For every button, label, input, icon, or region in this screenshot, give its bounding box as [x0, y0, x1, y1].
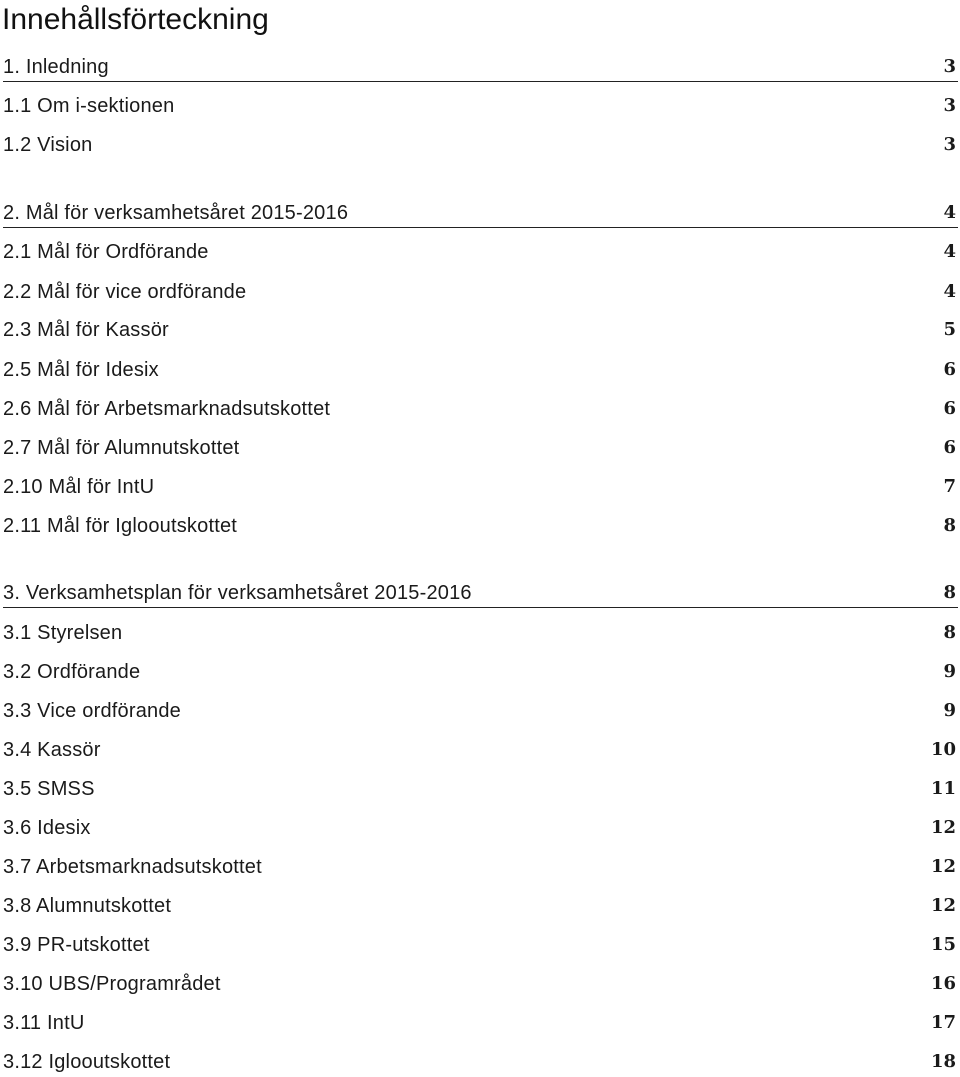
toc-page-number: 6	[943, 359, 956, 380]
toc-label: 3.9 PR-utskottet	[3, 934, 150, 956]
toc-entry[interactable]	[3, 1009, 958, 1037]
page-title: Innehållsförteckning	[2, 3, 269, 36]
toc-label: 3.3 Vice ordförande	[3, 700, 181, 722]
toc-entry[interactable]	[3, 512, 958, 540]
toc-label: 3.10 UBS/Programrådet	[3, 973, 221, 995]
toc-label: 2.2 Mål för vice ordförande	[3, 281, 247, 303]
toc-entry[interactable]	[3, 658, 958, 686]
toc-page-number: 8	[943, 515, 956, 536]
toc-label: 1.1 Om i-sektionen	[3, 95, 175, 117]
toc-entry[interactable]	[3, 736, 958, 764]
toc-section-heading[interactable]	[3, 54, 958, 82]
toc-page-number: 12	[930, 856, 956, 877]
toc-entry[interactable]	[3, 473, 958, 501]
toc-label: 3.2 Ordförande	[3, 661, 141, 683]
toc-page-number: 3	[943, 95, 956, 116]
toc-page-number: 6	[943, 437, 956, 458]
toc-page-number: 18	[930, 1051, 956, 1072]
toc-entry[interactable]	[3, 1048, 958, 1076]
toc-page-number: 10	[930, 739, 956, 760]
toc-label: 3. Verksamhetsplan för verksamhetsåret 2015-2016	[3, 582, 472, 604]
toc-entry[interactable]	[3, 697, 958, 725]
toc-entry[interactable]	[3, 931, 958, 959]
toc-entry[interactable]	[3, 619, 958, 647]
toc-label: 3.1 Styrelsen	[3, 622, 123, 644]
toc-page-number: 4	[943, 202, 956, 223]
toc-page-number: 3	[943, 56, 956, 77]
toc-label: 3.11 IntU	[3, 1012, 85, 1034]
toc-label: 2.7 Mål för Alumnutskottet	[3, 437, 240, 459]
toc-label: 2. Mål för verksamhetsåret 2015-2016	[3, 202, 349, 224]
toc-entry[interactable]	[3, 278, 958, 306]
toc-label: 1.2 Vision	[3, 134, 93, 156]
toc-page-number: 9	[943, 700, 956, 721]
toc-entry[interactable]	[3, 238, 958, 266]
toc-page-number: 12	[930, 817, 956, 838]
toc-page-number: 3	[943, 134, 956, 155]
toc-label: 2.5 Mål för Idesix	[3, 359, 159, 381]
toc-page-number: 4	[943, 281, 956, 302]
toc-label: 3.8 Alumnutskottet	[3, 895, 172, 917]
toc-page-number: 12	[930, 895, 956, 916]
toc-page-number: 11	[930, 778, 956, 799]
toc-page-number: 8	[943, 622, 956, 643]
toc-entry[interactable]	[3, 892, 958, 920]
toc-page-number: 9	[943, 661, 956, 682]
toc-label: 3.12 Iglooutskottet	[3, 1051, 171, 1073]
toc-page-number: 15	[930, 934, 956, 955]
toc-page-number: 7	[943, 476, 956, 497]
toc-entry[interactable]	[3, 775, 958, 803]
toc-page-number: 4	[943, 241, 956, 262]
toc-label: 1. Inledning	[3, 56, 109, 78]
toc-entry[interactable]	[3, 316, 958, 344]
toc-entry[interactable]	[3, 356, 958, 384]
toc-page-number: 16	[930, 973, 956, 994]
toc-label: 2.3 Mål för Kassör	[3, 319, 169, 341]
toc-page-number: 6	[943, 398, 956, 419]
toc-label: 3.4 Kassör	[3, 739, 101, 761]
toc-entry[interactable]	[3, 970, 958, 998]
toc-entry[interactable]	[3, 395, 958, 423]
toc-label: 2.1 Mål för Ordförande	[3, 241, 209, 263]
toc-section-heading[interactable]	[3, 580, 958, 608]
toc-label: 3.5 SMSS	[3, 778, 95, 800]
toc-page-number: 17	[930, 1012, 956, 1033]
toc-entry[interactable]	[3, 814, 958, 842]
toc-entry[interactable]	[3, 434, 958, 462]
toc-entry[interactable]	[3, 131, 958, 159]
toc-label: 2.10 Mål för IntU	[3, 476, 155, 498]
toc-page-number: 8	[943, 582, 956, 603]
toc-section-heading[interactable]	[3, 200, 958, 228]
toc-label: 2.11 Mål för Iglooutskottet	[3, 515, 238, 537]
toc-label: 3.7 Arbetsmarknadsutskottet	[3, 856, 262, 878]
toc-entry[interactable]	[3, 92, 958, 120]
toc-entry[interactable]	[3, 853, 958, 881]
toc-page-number: 5	[943, 319, 956, 340]
toc-label: 2.6 Mål för Arbetsmarknadsutskottet	[3, 398, 331, 420]
toc-label: 3.6 Idesix	[3, 817, 91, 839]
